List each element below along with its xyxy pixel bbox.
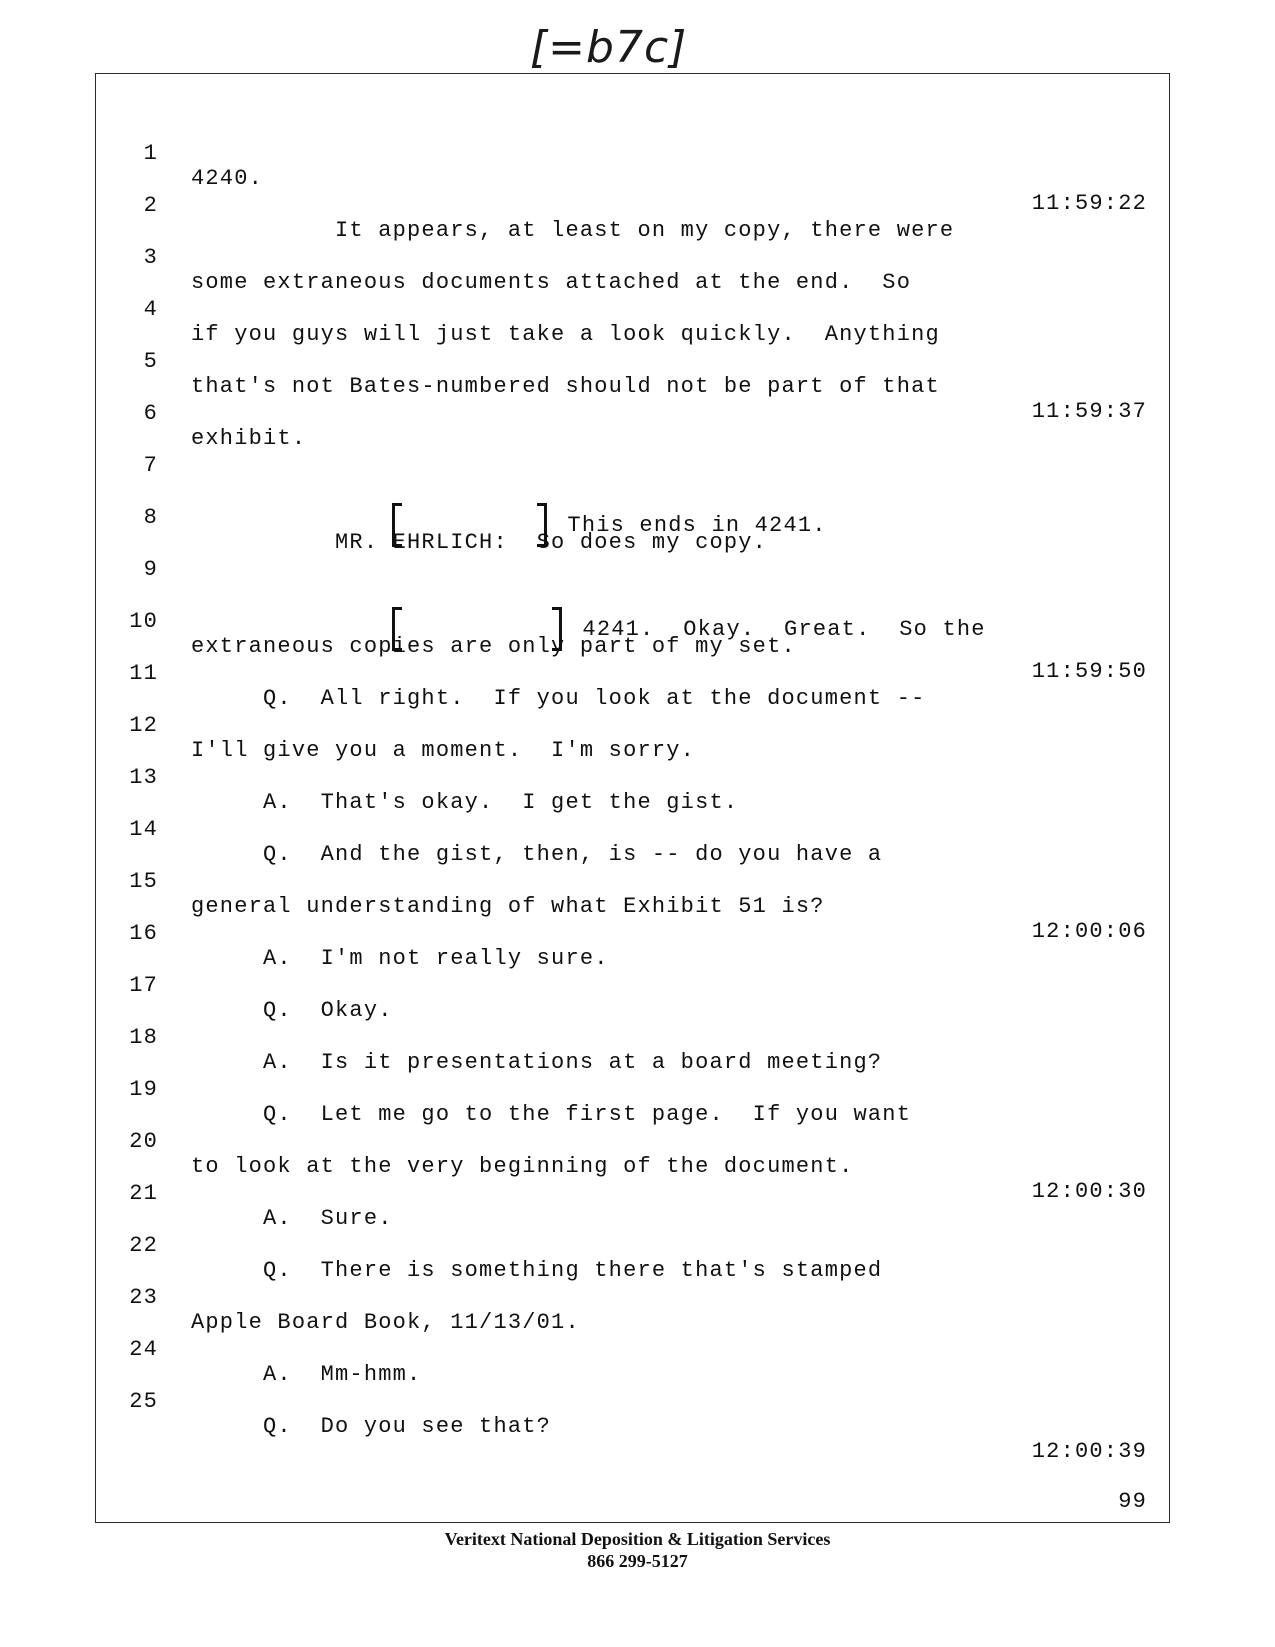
line-text: that's not Bates-numbered should not be part of that [191, 374, 940, 399]
line-number: 25 [129, 1389, 158, 1414]
transcript-line [96, 636, 1169, 711]
line-number: 14 [129, 817, 158, 842]
timestamp: 11:59:50 [1031, 659, 1147, 684]
line-text: A. Mm-hmm. [191, 1362, 422, 1387]
page-number: 99 [1118, 1489, 1147, 1514]
line-text: It appears, at least on my copy, there were [191, 218, 955, 243]
line-number: 10 [129, 609, 158, 634]
line-number: 1 [143, 141, 158, 166]
line-text: extraneous copies are only part of my set. [191, 634, 796, 659]
line-number: 7 [143, 453, 158, 478]
line-number: 20 [129, 1129, 158, 1154]
line-text: A. That's okay. I get the gist. [191, 790, 739, 815]
transcript-line [96, 324, 1169, 424]
transcript-line [96, 1052, 1169, 1127]
line-text: exhibit. [191, 426, 307, 451]
line-number: 12 [129, 713, 158, 738]
line-number: 13 [129, 765, 158, 790]
footer [0, 1528, 1275, 1572]
transcript-line [96, 948, 1169, 1023]
transcript-line [96, 688, 1169, 763]
transcript-line [96, 168, 1169, 243]
line-text: Q. There is something there that's stamped [191, 1258, 883, 1283]
redaction-label: [=b7c] [530, 22, 688, 73]
line-number: 4 [143, 297, 158, 322]
transcript-line [96, 1208, 1169, 1283]
line-text: if you guys will just take a look quickly. Anything [191, 322, 940, 347]
line-number: 5 [143, 349, 158, 374]
line-number: 22 [129, 1233, 158, 1258]
line-number: 2 [143, 193, 158, 218]
line-number: 17 [129, 973, 158, 998]
footer-company: Veritext National Deposition & Litigation Services [444, 1529, 831, 1549]
line-number: 11 [129, 661, 158, 686]
line-number: 3 [143, 245, 158, 270]
transcript-line [96, 896, 1169, 971]
footer-phone: 866 299-5127 [587, 1551, 688, 1571]
line-number: 9 [143, 557, 158, 582]
line-number: 21 [129, 1181, 158, 1206]
timestamp: 11:59:37 [1031, 399, 1147, 424]
transcript-line [96, 272, 1169, 347]
line-text: I'll give you a moment. I'm sorry. [191, 738, 696, 763]
line-text: some extraneous documents attached at the end. So [191, 270, 912, 295]
line-number: 16 [129, 921, 158, 946]
transcript-line [96, 220, 1169, 295]
transcript-line [96, 116, 1169, 216]
line-text: A. Is it presentations at a board meeting? [191, 1050, 883, 1075]
line-text: A. Sure. [191, 1206, 393, 1231]
timestamp: 12:00:30 [1031, 1179, 1147, 1204]
line-number: 23 [129, 1285, 158, 1310]
line-text: Q. All right. If you look at the document -- [191, 686, 926, 711]
line-text: MR. EHRLICH: So does my copy. [191, 530, 768, 555]
line-number: 24 [129, 1337, 158, 1362]
line-text: to look at the very beginning of the document. [191, 1154, 854, 1179]
line-text: Q. Do you see that? [191, 1414, 552, 1439]
transcript-line [96, 376, 1169, 451]
transcript-line [96, 1364, 1169, 1464]
line-number: 8 [143, 505, 158, 530]
line-text: Q. Let me go to the first page. If you want [191, 1102, 912, 1127]
line-text: A. I'm not really sure. [191, 946, 609, 971]
line-number: 18 [129, 1025, 158, 1050]
line-text: Q. And the gist, then, is -- do you have a [191, 842, 883, 867]
timestamp: 12:00:39 [1031, 1439, 1147, 1464]
line-text: general understanding of what Exhibit 51 is? [191, 894, 825, 919]
transcript-line [96, 1156, 1169, 1231]
line-text: 4240. [191, 166, 264, 191]
transcript-line [96, 740, 1169, 815]
transcript-line [96, 428, 1169, 538]
line-text: Apple Board Book, 11/13/01. [191, 1310, 580, 1335]
line-text: Q. Okay. [191, 998, 393, 1023]
transcript-line [96, 1260, 1169, 1335]
line-number: 6 [143, 401, 158, 426]
transcript-line [96, 1312, 1169, 1387]
line-number: 15 [129, 869, 158, 894]
line-number: 19 [129, 1077, 158, 1102]
timestamp: 12:00:06 [1031, 919, 1147, 944]
line-text: 4241. Okay. Great. So the [582, 616, 986, 642]
timestamp: 11:59:22 [1031, 191, 1147, 216]
line-text: This ends in 4241. [567, 512, 827, 538]
transcript-line [96, 1000, 1169, 1075]
transcript-line [96, 792, 1169, 867]
transcript-page [95, 73, 1170, 1523]
